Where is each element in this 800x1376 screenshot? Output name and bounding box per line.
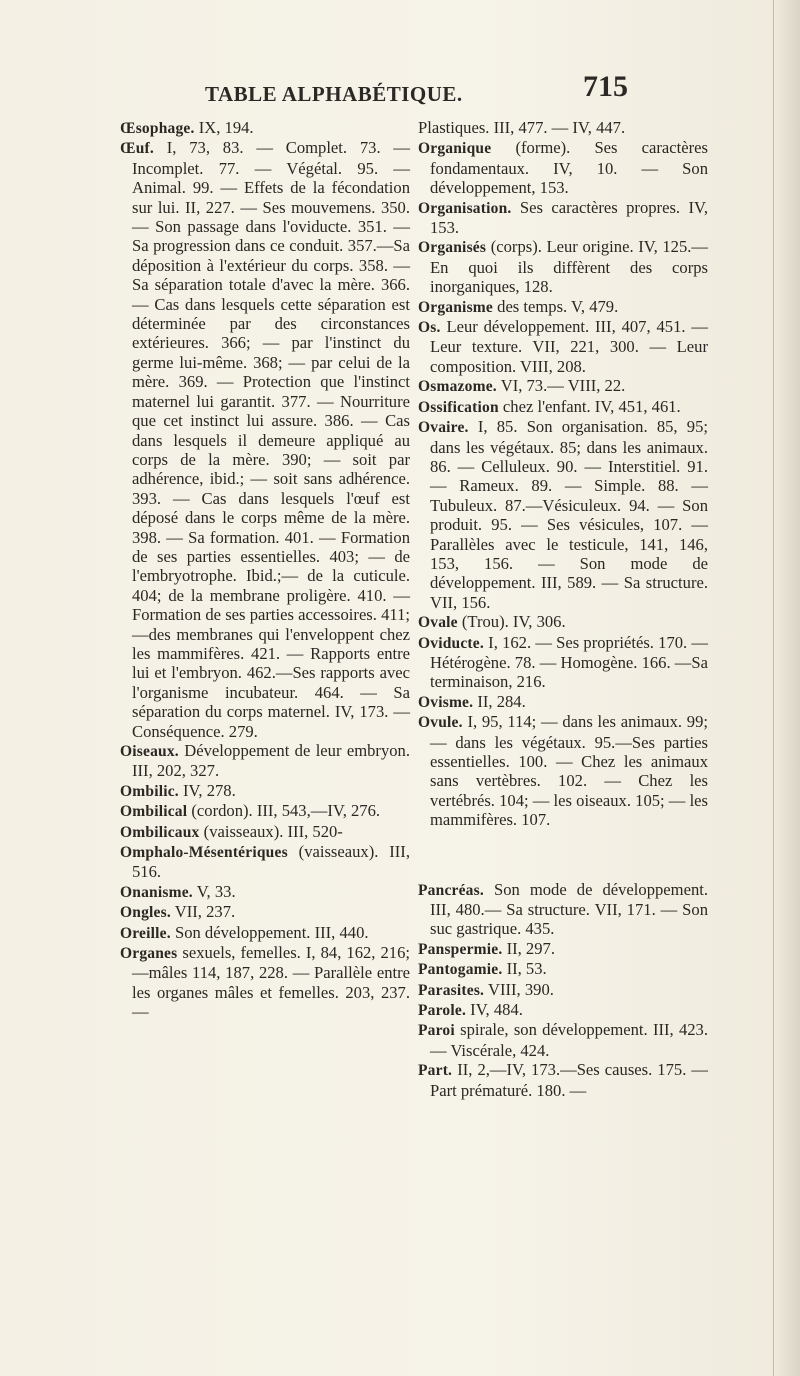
entry-headword: Organes — [120, 945, 178, 963]
index-entry — [418, 959, 708, 979]
entry-text: II, 297. — [502, 938, 555, 958]
entry-headword: Osmazome. — [418, 378, 497, 396]
entry-headword: Ovale — [418, 614, 458, 632]
entry-headword: Ombilic. — [120, 782, 179, 800]
entry-text: chez l'enfant. IV, 451, 461. — [498, 396, 681, 416]
entry-text: I, 95, 114; — dans les animaux. 99; — dans les végétaux. 95.—Ses parties essentielles. 100. — Chez les animaux sans vertèbres. 102. — Chez les vertébrés. 104; — les oiseaux. 105; — les mammifères. 107. — [430, 712, 708, 830]
index-entry — [418, 138, 708, 197]
index-entry — [120, 842, 410, 882]
index-entry — [418, 633, 708, 692]
index-entry — [120, 943, 410, 1022]
entry-headword: Oviducte. — [418, 634, 484, 652]
index-entry — [418, 317, 708, 376]
entry-headword: Paroi — [418, 1022, 455, 1040]
entry-text: des temps. V, 479. — [493, 296, 619, 316]
index-entry — [418, 237, 708, 296]
index-entry — [418, 198, 708, 238]
entry-headword: Organisés — [418, 239, 487, 257]
entry-headword: Onanisme. — [120, 883, 193, 901]
entry-text: VIII, 390. — [484, 979, 554, 999]
entry-text: IV, 484. — [466, 1000, 523, 1020]
entry-headword: Oiseaux. — [120, 743, 179, 760]
index-entry — [120, 781, 410, 801]
section-gap — [418, 830, 708, 880]
index-entry — [120, 882, 410, 902]
entry-text: V, 33. — [192, 881, 236, 901]
index-entry — [120, 801, 410, 821]
entry-text: (corps). Leur origine. IV, 125.— En quoi ils diffèrent des corps inorganiques, 128. — [430, 237, 708, 297]
entry-text: Ses caractères propres. IV, 153. — [430, 197, 708, 238]
index-column-left — [120, 118, 410, 1022]
entry-text: II, 2,—IV, 173.—Ses causes. 175. — Part prématuré. 180. — — [430, 1060, 708, 1100]
entry-headword: Ombilical — [120, 803, 188, 821]
entry-text: (vaisseaux). III, 516. — [132, 842, 410, 882]
index-entry — [418, 376, 708, 396]
index-entry — [418, 692, 708, 712]
entry-headword: Ongles. — [120, 904, 171, 922]
entry-text: spirale, son développement. III, 423.— Viscérale, 424. — [430, 1020, 708, 1060]
index-entry — [418, 880, 708, 939]
index-entry — [418, 939, 708, 959]
entry-text: IX, 194. — [194, 118, 254, 137]
running-header-title: TABLE ALPHABÉTIQUE. — [205, 82, 463, 106]
page-number: 715 — [583, 70, 628, 103]
entry-headword: Pantogamie. — [418, 961, 503, 979]
entry-headword: Ombilicaux — [120, 823, 200, 841]
entry-headword: Ossification — [418, 398, 499, 416]
index-entry — [418, 297, 708, 317]
entry-text: (vaisseaux). III, 520- — [199, 821, 343, 841]
entry-text: Développement de leur embryon. III, 202, 327. — [132, 741, 410, 781]
entry-headword: Omphalo-Mésentériques — [120, 844, 288, 862]
index-entry — [120, 923, 410, 943]
entry-text: I, 162. — Ses propriétés. 170. — Hétérogène. 78. — Homogène. 166. —Sa terminaison, 216. — [430, 632, 708, 692]
entry-text: (forme). Ses caractères fondamentaux. IV, 10. — Son développement, 153. — [430, 138, 708, 198]
entry-headword: Part. — [418, 1062, 453, 1080]
entry-text: sexuels, femelles. I, 84, 162, 216;—mâles 114, 187, 228. — Parallèle entre les organes mâles et femelles. 203, 237. — — [132, 943, 410, 1022]
entry-headword: Ovule. — [418, 714, 463, 732]
entry-text: Leur développement. III, 407, 451. — Leur texture. VII, 221, 300. — Leur composition. VIII, 208. — [430, 317, 708, 376]
page-edge — [773, 0, 800, 1376]
entry-headword: Ovisme. — [418, 693, 474, 711]
index-entry — [418, 980, 708, 1000]
index-entry — [120, 138, 410, 741]
index-entry — [120, 118, 410, 138]
entry-headword: Oreille. — [120, 924, 171, 942]
index-column-right — [418, 118, 708, 1100]
entry-headword: Œsophage. — [120, 120, 195, 137]
entry-text: II, 284. — [473, 691, 526, 711]
entry-headword: Organisme — [418, 298, 493, 316]
entry-text: Son développement. III, 440. — [170, 922, 369, 942]
index-entry — [418, 397, 708, 417]
entry-text: II, 53. — [502, 959, 547, 979]
entry-text: IV, 278. — [178, 780, 236, 800]
index-entry — [418, 1060, 708, 1100]
index-entry — [418, 1000, 708, 1020]
entry-text: (cordon). III, 543,—IV, 276. — [187, 801, 381, 821]
entry-headword: Pancréas. — [418, 881, 484, 899]
entry-headword: Organique — [418, 140, 492, 158]
entry-headword: Parole. — [418, 1002, 467, 1020]
entry-headword: Organisation. — [418, 199, 512, 217]
entry-headword: Panspermie. — [418, 940, 503, 958]
index-entry — [418, 712, 708, 829]
entry-text: Plastiques. III, 477. — IV, 447. — [418, 118, 626, 137]
entry-headword: Parasites. — [418, 981, 485, 999]
entry-text: I, 73, 83. — Complet. 73. — Incomplet. 77. — Végétal. 95. — Animal. 99. — Effets de la fécondation sur lui. II, 227. — Ses mouvemens. 350. — Son passage dans l'oviducte. 351. — Sa progression dans ce conduit. 357.—Sa déposition à l'extérieur du corps. 358. — Sa séparation totale d'avec la mère. 366.— Cas dans lesquels cette séparation est déterminée par des circonstances extérieures. 366; — par l'instinct du germe lui-même. 368; — par celui de la mère. 369. — Protection que l'instinct maternel lui garantit. 377. — Nourriture que cet instinct lui assure. 386. — Cas dans lesquels il demeure appliqué au corps de la mère. 390; — soit par adhérence, ibid.; — soit sans adhérence. 393. — Cas dans lesquels l'œuf est déposé dans le corps même de la mère. 398. — Sa formation. 401. — Formation de ses parties essentielles. 403; — de l'embryotrophe. Ibid.;— de la cuticule. 404; de la membrane proligère. 410. — Formation de ses parties accessoires. 411; —des membranes qui l'enveloppent chez les mammifères. 421. — Rapports entre lui et l'embryon. 462.—Ses rapports avec l'organisme incubateur. 464. — Sa séparation du corps maternel. IV, 173. — Conséquence. 279. — [132, 138, 410, 741]
entry-headword: Os. — [418, 319, 441, 337]
entry-text: (Trou). IV, 306. — [457, 612, 566, 632]
index-entry — [418, 118, 708, 138]
entry-text: VII, 237. — [170, 902, 236, 922]
index-entry — [418, 417, 708, 612]
index-entry — [120, 822, 410, 842]
index-entry — [120, 741, 410, 781]
entry-text: VI, 73.— VIII, 22. — [496, 376, 626, 396]
entry-text: Son mode de développement. III, 480.— Sa structure. VII, 171. — Son suc gastrique. 435. — [430, 879, 708, 939]
entry-headword: Œuf. — [120, 140, 154, 158]
entry-headword: Ovaire. — [418, 419, 469, 437]
index-entry — [418, 1020, 708, 1060]
index-entry — [120, 902, 410, 922]
index-entry — [418, 612, 708, 632]
entry-text: I, 85. Son organisation. 85, 95; dans les végétaux. 85; dans les animaux. 86. — Celluleux. 90. — Interstitiel. 91. — Rameux. 89. — Simple. 88. — Tubuleux. 87.—Vésiculeux. 94. — Son produit. 95. — Ses vésicules, 107. — Parallèles avec le testicule, 141, 146, 153, 156. — Son mode de développement. III, 589. — Sa structure. VII, 156. — [430, 417, 708, 612]
